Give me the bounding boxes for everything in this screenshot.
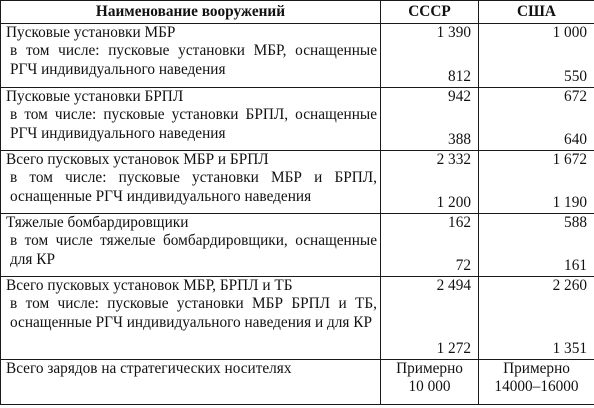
usa-value-cell [479, 214, 594, 277]
ussr-total-value: 942 [448, 88, 471, 105]
row-title: Всего пусковых установок МБР, БРПЛ и ТБ [6, 277, 293, 294]
table-row [1, 360, 594, 405]
header-ussr: СССР [381, 1, 479, 24]
row-label-cell [1, 24, 381, 88]
usa-value-cell [479, 151, 594, 214]
usa-sub-value: 1 190 [552, 193, 587, 211]
row-title: Пусковые установки БРПЛ [6, 88, 184, 105]
usa-total-value: 2 260 [552, 277, 587, 294]
table-row [1, 88, 594, 151]
row-label-cell [1, 88, 381, 151]
ussr-value-cell [381, 88, 479, 151]
ussr-approx-value: 10 000 [408, 378, 451, 396]
ussr-approx-label: Примерно [396, 360, 463, 377]
table-row [1, 214, 594, 277]
ussr-sub-value: 388 [448, 130, 471, 148]
ussr-value-cell [381, 24, 479, 88]
table-row [1, 277, 594, 360]
ussr-sub-value: 812 [448, 67, 471, 85]
row-label-cell [1, 214, 381, 277]
row-title: Тяжелые бомбардировщики [6, 214, 189, 231]
row-label-cell [1, 151, 381, 214]
usa-approx-label: Примерно [503, 360, 570, 377]
header-usa: США [479, 1, 594, 24]
ussr-value-cell [381, 277, 479, 360]
row-label-cell [1, 360, 381, 405]
row-subtitle: в том числе: пусковые установки МБР БРПЛ и ТБ, оснащенные РГЧ индивидуального наведения и для КР [10, 295, 377, 331]
ussr-total-value: 162 [448, 214, 471, 231]
usa-value-cell [479, 360, 594, 405]
usa-sub-value: 550 [564, 67, 587, 85]
table-header-row [1, 1, 594, 24]
ussr-sub-value: 1 272 [436, 339, 471, 357]
usa-sub-value: 1 351 [552, 339, 587, 357]
ussr-total-value: 1 390 [436, 24, 471, 41]
ussr-total-value: 2 332 [436, 151, 471, 168]
header-weapons-name: Наименование вооружений [1, 1, 381, 24]
row-subtitle: в том числе: пусковые установки МБР и БРПЛ, оснащенные РГЧ индивидуального наведения [10, 169, 377, 205]
usa-sub-value: 161 [564, 256, 587, 274]
usa-value-cell [479, 277, 594, 360]
row-subtitle: в том числе: пусковые установки МБР, оснащенные РГЧ индивидуального наведения [10, 42, 377, 78]
usa-sub-value: 640 [564, 130, 587, 148]
row-label-cell [1, 277, 381, 360]
row-title: Всего зарядов на стратегических носителях [6, 360, 292, 377]
usa-value-cell [479, 88, 594, 151]
ussr-value-cell [381, 360, 479, 405]
ussr-total-value: 2 494 [436, 277, 471, 294]
usa-value-cell [479, 24, 594, 88]
ussr-sub-value: 72 [455, 256, 471, 274]
row-title: Пусковые установки МБР [6, 24, 176, 41]
ussr-value-cell [381, 214, 479, 277]
row-subtitle: в том числе тяжелые бомбардировщики, оснащенные для КР [10, 232, 377, 268]
usa-total-value: 1 000 [552, 24, 587, 41]
table-row [1, 24, 594, 88]
usa-approx-value: 14000–16000 [494, 378, 579, 396]
table-row [1, 151, 594, 214]
usa-total-value: 672 [564, 88, 587, 105]
usa-total-value: 588 [564, 214, 587, 231]
ussr-value-cell [381, 151, 479, 214]
ussr-sub-value: 1 200 [436, 193, 471, 211]
usa-total-value: 1 672 [552, 151, 587, 168]
row-subtitle: в том числе: пусковые установки БРПЛ, оснащенные РГЧ индивидуального наведения [10, 106, 377, 142]
row-title: Всего пусковых установок МБР и БРПЛ [6, 151, 269, 168]
